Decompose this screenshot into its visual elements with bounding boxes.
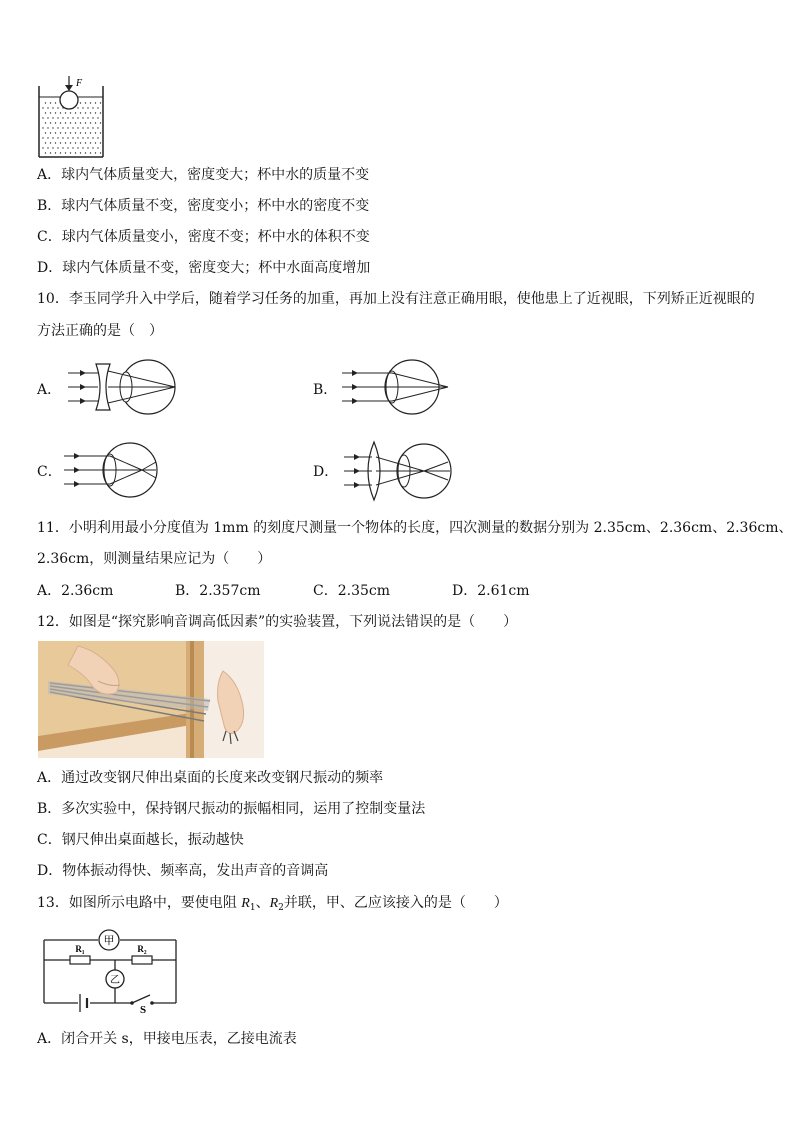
water-dot [60, 142, 61, 143]
q10-label-d: D． [313, 464, 339, 480]
water-dot [95, 122, 96, 123]
q11-option-b: B．2.357cm [175, 583, 261, 599]
water-dot [67, 117, 68, 118]
water-dot [75, 142, 76, 143]
water-dot [80, 122, 81, 123]
water-dot [90, 102, 91, 103]
water-dot [60, 132, 61, 133]
water-dot [97, 137, 98, 138]
water-dot [100, 112, 101, 113]
water-dot [52, 147, 53, 148]
water-dot [82, 147, 83, 148]
water-dot [87, 137, 88, 138]
water-dot [50, 112, 51, 113]
water-dot [77, 147, 78, 148]
water-dot [87, 127, 88, 128]
water-dot [65, 152, 66, 153]
water-dot [97, 117, 98, 118]
water-dot [65, 122, 66, 123]
water-dot [72, 127, 73, 128]
water-dot [75, 122, 76, 123]
water-dot [85, 132, 86, 133]
eye-diagram-a [68, 357, 180, 417]
r1-letter: R [241, 896, 250, 911]
water-dot [62, 117, 63, 118]
r2-letter: R [269, 896, 279, 911]
ruler-experiment-photo [38, 641, 264, 758]
water-dot [50, 142, 51, 143]
water-dot [45, 142, 46, 143]
water-dot [57, 147, 58, 148]
water-dot [95, 142, 96, 143]
water-dot [60, 122, 61, 123]
water-dot [47, 117, 48, 118]
q11-stem-line2: 2.36cm，则测量结果应记为（ ） [37, 551, 272, 567]
water-dot [55, 142, 56, 143]
water-dot [45, 112, 46, 113]
water-dot [45, 152, 46, 153]
water-dot [52, 127, 53, 128]
water-dot [87, 107, 88, 108]
water-dot [57, 127, 58, 128]
water-dot [92, 147, 93, 148]
q10-label-c: C． [37, 464, 62, 480]
water-dot [80, 142, 81, 143]
water-dot [85, 152, 86, 153]
water-dot [90, 152, 91, 153]
water-dot [85, 112, 86, 113]
water-dot [42, 127, 43, 128]
circuit-diagram [40, 928, 180, 1016]
water-dot [90, 142, 91, 143]
beaker-figure [36, 74, 116, 160]
q10-stem-line2: 方法正确的是（ ） [37, 323, 163, 339]
water-dot [72, 117, 73, 118]
water-dot [85, 102, 86, 103]
water-dot [50, 152, 51, 153]
water-dot [62, 147, 63, 148]
water-dot [85, 122, 86, 123]
water-dot [57, 107, 58, 108]
water-dot [100, 132, 101, 133]
water-dot [82, 117, 83, 118]
q13-stem-before: 13．如图所示电路中，要使电阻 [37, 895, 242, 911]
water-dot [70, 132, 71, 133]
water-dot [42, 117, 43, 118]
water-dot [67, 137, 68, 138]
water-dot [65, 132, 66, 133]
water-dot [65, 142, 66, 143]
water-dot [67, 147, 68, 148]
water-dot [97, 147, 98, 148]
water-dot [70, 112, 71, 113]
q9-option-b: B．球内气体质量不变，密度变小；杯中水的密度不变 [37, 198, 370, 214]
water-dot [47, 137, 48, 138]
q10-label-b: B． [313, 382, 338, 398]
water-dot [45, 132, 46, 133]
water-dot [52, 137, 53, 138]
q12-option-c: C．钢尺伸出桌面越长，振动越快 [37, 832, 244, 848]
water-dot [52, 107, 53, 108]
water-dot [72, 147, 73, 148]
water-dot [50, 122, 51, 123]
water-dot [80, 112, 81, 113]
q11-option-c: C．2.35cm [313, 583, 390, 599]
q12-stem: 12．如图是“探究影响音调高低因素”的实验装置，下列说法错误的是（ ） [37, 614, 518, 630]
water-dot [62, 127, 63, 128]
water-dot [47, 107, 48, 108]
water-dot [47, 127, 48, 128]
water-dot [82, 127, 83, 128]
force-label: F [76, 78, 83, 89]
r2-label: R₂ [137, 944, 147, 954]
water-dot [55, 102, 56, 103]
water-dot [77, 107, 78, 108]
water-dot [55, 122, 56, 123]
water-dot [75, 112, 76, 113]
water-dot [97, 127, 98, 128]
water-dot [97, 107, 98, 108]
water-dot [87, 147, 88, 148]
water-dot [50, 102, 51, 103]
water-dot [55, 132, 56, 133]
water-dot [95, 102, 96, 103]
water-dot [62, 137, 63, 138]
water-dot [60, 112, 61, 113]
r1-subscript: 1 [249, 903, 256, 913]
eye-diagram-c [64, 440, 164, 500]
q13-separator: 、 [255, 895, 270, 911]
q12-option-b: B．多次实验中，保持钢尺振动的振幅相同，运用了控制变量法 [37, 801, 426, 817]
water-dot [70, 122, 71, 123]
water-dot [90, 132, 91, 133]
water-dot [42, 137, 43, 138]
water-dot [77, 117, 78, 118]
water-dot [57, 137, 58, 138]
switch-label: S [140, 1004, 147, 1016]
water-dot [80, 152, 81, 153]
water-dot [42, 107, 43, 108]
water-dot [82, 107, 83, 108]
water-dot [100, 102, 101, 103]
q9-option-c: C．球内气体质量变小，密度不变；杯中水的体积不变 [37, 229, 370, 245]
water-dot [55, 152, 56, 153]
q13-option-a: A．闭合开关 s，甲接电压表，乙接电流表 [37, 1031, 297, 1047]
q11-option-d: D．2.61cm [452, 583, 530, 599]
water-dot [90, 122, 91, 123]
water-dot [42, 147, 43, 148]
water-dot [92, 137, 93, 138]
water-dot [77, 127, 78, 128]
q10-label-a: A． [37, 382, 62, 398]
water-dot [92, 117, 93, 118]
r1-label: R₁ [75, 944, 85, 954]
water-dot [95, 152, 96, 153]
water-dot [75, 132, 76, 133]
water-dot [92, 127, 93, 128]
water-dot [45, 102, 46, 103]
water-dot [85, 142, 86, 143]
water-dot [50, 132, 51, 133]
q13-stem-after: 并联，甲、乙应该接入的是（ ） [283, 895, 508, 911]
q9-option-a: A．球内气体质量变大，密度变大；杯中水的质量不变 [37, 167, 370, 183]
q12-option-d: D．物体振动得快、频率高，发出声音的音调高 [37, 863, 329, 879]
q13-stem [37, 893, 508, 918]
water-dot [82, 137, 83, 138]
water-dot [70, 152, 71, 153]
q12-option-a: A．通过改变钢尺伸出桌面的长度来改变钢尺振动的频率 [37, 770, 384, 786]
water-dot [95, 112, 96, 113]
water-dot [72, 137, 73, 138]
water-dot [80, 102, 81, 103]
eye-diagram-d [344, 440, 456, 502]
q9-option-d: D．球内气体质量不变，密度变大；杯中水面高度增加 [37, 260, 371, 276]
water-dot [65, 112, 66, 113]
q11-stem-line1: 11．小明利用最小分度值为 1mm 的刻度尺测量一个物体的长度，四次测量的数据分别为 2.35cm、2.36cm、2.36cm、 [37, 520, 793, 536]
water-dot [80, 132, 81, 133]
water-dot [95, 132, 96, 133]
q10-stem-line1: 10．李玉同学升入中学后，随着学习任务的加重，再加上没有注意正确用眼，使他患上了近视眼，下列矫正近视眼的 [37, 291, 755, 307]
yi-meter-label: 乙 [110, 975, 120, 986]
water-dot [67, 127, 68, 128]
water-dot [55, 112, 56, 113]
water-dot [100, 122, 101, 123]
water-dot [75, 152, 76, 153]
q11-option-a: A．2.36cm [37, 583, 114, 599]
water-dot [70, 142, 71, 143]
water-dot [57, 117, 58, 118]
water-dot [92, 107, 93, 108]
r2-subscript: 2 [278, 903, 284, 913]
eye-diagram-b [342, 357, 454, 417]
water-dot [87, 117, 88, 118]
water-dot [60, 152, 61, 153]
water-dot [52, 117, 53, 118]
water-dot [100, 152, 101, 153]
water-dot [90, 112, 91, 113]
water-dot [45, 122, 46, 123]
water-dot [47, 147, 48, 148]
water-dot [100, 142, 101, 143]
water-dot [77, 137, 78, 138]
jia-meter-label: 甲 [103, 934, 115, 947]
